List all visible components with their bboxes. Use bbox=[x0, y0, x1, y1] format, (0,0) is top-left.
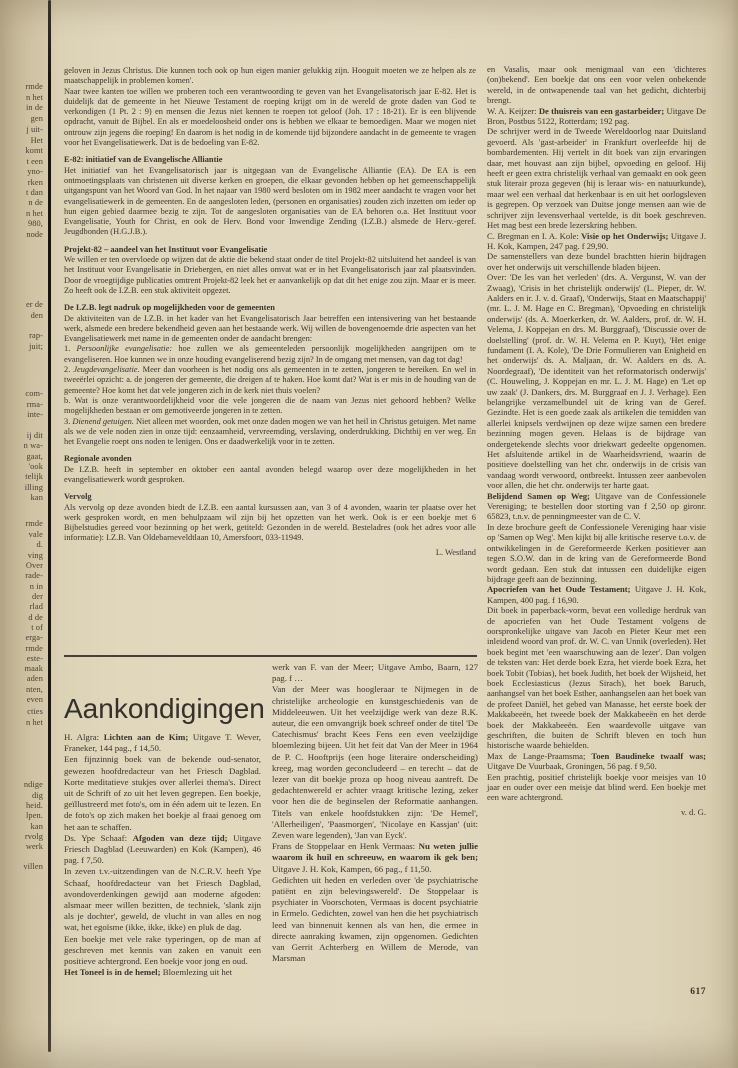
paragraph bbox=[272, 875, 478, 965]
gutter-fragment: gen bbox=[30, 114, 43, 123]
gutter-fragment: werk bbox=[25, 842, 43, 851]
gutter-fragment: rmde bbox=[25, 519, 43, 528]
text-run: Uitgave J. H. Kok, Kampen, 66 pag., f 11,50. bbox=[272, 863, 432, 874]
text-run: Uitgave De Bron, Postbus 5122, Rotterdam; 192 pag. bbox=[487, 105, 706, 127]
gutter-fragment: kan bbox=[30, 822, 43, 831]
review-column-text bbox=[487, 64, 706, 803]
text-run: werk van F. van der Meer; Uitgave Ambo, Baarn, 127 pag. f … bbox=[272, 662, 478, 684]
gutter-edge bbox=[0, 0, 46, 1068]
book-title: Toen Baudineke twaalf was; bbox=[591, 750, 707, 761]
gutter-fragment: juit; bbox=[29, 342, 43, 351]
gutter-fragment: heid. bbox=[25, 801, 43, 810]
text-run: Een boekje met vele rake typeringen, op de man af geschreven met kennis van zaken en vanuit een positieve achtergrond. Een boekje voor jong en oud. bbox=[64, 933, 261, 967]
gutter-fragment: n het bbox=[25, 718, 43, 727]
gutter-fragment: rvolg bbox=[24, 832, 43, 841]
text-run: De samenstellers van deze bundel brachtten hierin bijdragen over het onderwijs uit verschillende bladen bijeen. bbox=[487, 251, 706, 272]
paragraph bbox=[64, 866, 261, 933]
text-run: b. Wat is onze verantwoordelijkheid voor die vele jongeren die de naam van Jezus niet gehoord hebben? Welke mogelijkheden bestaan er om gemotiveerde jongeren in te zetten. bbox=[64, 395, 476, 416]
paragraph bbox=[64, 732, 261, 754]
paragraph bbox=[64, 417, 476, 448]
article-sections bbox=[64, 155, 476, 543]
gutter-fragment: komt bbox=[25, 146, 43, 155]
paragraph bbox=[272, 841, 478, 875]
column-signature: v. d. G. bbox=[681, 806, 706, 817]
gutter-fragment: rlad bbox=[29, 602, 43, 611]
text-run: Uitgave Friesch Dagblad (Leeuwarden) en Kok (Kampen), 46 pag. f 7,50. bbox=[64, 832, 261, 866]
gutter-fragment: rmde bbox=[25, 644, 43, 653]
paragraph bbox=[64, 833, 261, 867]
text-run: Het initiatief van het Evangelisatorisch jaar is uitgegaan van de Evangelische Alliantie (EA). De EA is een ontmoetingsplaats van christenen uit diverse kerken en groepen, die elkaar gevonden hebben op het gemeenschappelijk uitgangspunt van het Woord van God. In het najaar van 1980 werd besloten om in 1982 meer aandacht te vragen voor het evangelisatiewerk in de gemeenten. En de aangesloten leden, (personen en organisaties) zouden zich inzetten om ieder op hun eigen gebied daarmee bezig te zijn. Tot de aangesloten organisaties van de EA behoren o.a. Het Instituut voor Evangelisatie, Youth for Christ, en ook de Herv. Bond voor Inwendige Zending (I.Z.B.) alsmede de Herv.-geref. Jeugdbonden (H.G.J.B.). bbox=[64, 165, 476, 237]
book-title: Belijdend Samen op Weg; bbox=[487, 490, 590, 501]
text-run: Jeugdevangelisatie. bbox=[73, 365, 140, 375]
paragraph bbox=[487, 772, 706, 803]
text-run: Als vervolg op deze avonden biedt de I.Z.B. een aantal kursussen aan, van 3 of 4 avonden, waarin ter plaatse over het werk gesproken wordt, en men behulpzaam wil zijn bij het opzetten van het werk. Ook is er een boekje met 6 Bijbelstudies gereed voor bezinning op het werk, getiteld: Gezonden in de wereld. Besteladres (ook het adres voor alle informatie): I.Z.B. Van Oldebarneveldtlaan 10, Amersfoort, 033-11949. bbox=[64, 502, 476, 543]
gutter-fragment: lpen. bbox=[25, 811, 43, 820]
gutter-fragment: este- bbox=[26, 654, 43, 663]
gutter-fragment: rmde bbox=[25, 82, 43, 91]
announcements-heading: Aankondigingen bbox=[64, 693, 265, 724]
gutter-fragment: n het bbox=[25, 93, 43, 102]
book-title: De thuisreis van een gastarbeider; bbox=[538, 105, 665, 116]
gutter-fragment: vale bbox=[28, 530, 43, 539]
gutter-fragment: kan bbox=[30, 493, 43, 502]
gutter-fragment: com- bbox=[25, 389, 43, 398]
text-run: Frans de Stoppelaar en Henk Vermaas: bbox=[272, 841, 419, 852]
gutter-fragment: t een bbox=[26, 157, 43, 166]
gutter-fragment: ving bbox=[27, 551, 43, 560]
paragraph bbox=[487, 251, 706, 272]
text-run: C. Bregman en I. A. Kole: bbox=[487, 230, 582, 241]
paragraph bbox=[64, 503, 476, 544]
text-run: De schrijver werd in de Tweede Wereldoorlog naar Duitsland gevoerd. Als 'gast-arbeider' in Frankfurt overleefde hij de bombardementen. Hij vertelt in dit boek van zijn ervaringen daar, met houvast aan zijn bijbel, opvoeding en geloof. Hij heeft er geen extra christelijk verhaal van gemaakt en ook geen stuk literair proza gegeven (hij is leraar wis- en natuurkunde), maar wel een verhaal dat herkenbaar is en uit het oorlogsleven is gegrepen. Op verzoek van Duitse jonge mensen aan wie de schrijver zijn levensverhaal vertelde, is dit boek geschreven. Het mag best een brede lezerskring hebben. bbox=[487, 126, 706, 231]
paragraph bbox=[487, 106, 706, 127]
paragraph bbox=[487, 231, 706, 252]
gutter-fragment: villen bbox=[23, 862, 43, 871]
announcements-column-1 bbox=[64, 664, 265, 978]
gutter-fragment: rken bbox=[27, 178, 43, 187]
book-title: Nu weten jullie waarom ik huil en schreeuw, en waarom ik gek ben; bbox=[272, 841, 479, 863]
spine-line bbox=[48, 0, 51, 1052]
text-run: Niet alleen met woorden, ook met onze daden mogen we van het heil in Christus getuigen. Met name als we de vele noden zien in onze tijd: eenzaamheid, vervreemding, verslaving, onderdrukking. Dichtbij en ver weg. En het Evangelie roept ons noden te lenigen. Ons er daadwerkelijk voor in te zetten. bbox=[64, 416, 476, 447]
section-divider-rule bbox=[64, 655, 477, 657]
paragraph bbox=[64, 754, 261, 832]
paragraph bbox=[64, 967, 261, 978]
gutter-fragment: inte- bbox=[27, 410, 43, 419]
gutter-fragment: rade- bbox=[25, 571, 43, 580]
text-run: Uitgave T. Wever, Franeker, 144 pag., f 14,50. bbox=[64, 732, 261, 754]
gutter-fragment: erga- bbox=[25, 633, 43, 642]
text-run: In deze brochure geeft de Confessionele Vereniging haar visie op 'Samen op Weg'. Men kijkt bij alle kritische reserve t.o.v. de ontwikkelingen in de Gereformeerde Kerken positiever aan tegen S.O.W. dan in de kring van de Gereformeerde Bond wordt gedaan. Een stuk dat intussen een duidelijke eigen bijdrage geeft aan de bezinning. bbox=[487, 521, 706, 584]
gutter-fragment: d de bbox=[28, 613, 43, 622]
book-title: Lichten aan de Kim; bbox=[103, 732, 189, 742]
text-run: De aktiviteiten van de I.Z.B. in het kader van het Evangelisatorisch Jaar betreffen een intensivering van het bestaande werk, alsmede een bredere bekendheid geven aan het bestaande werk. Wij willen de bovengenoemde drie aspecten van het Evangelisatiewerk met name in de gemeenten onder de aandacht brengen: bbox=[64, 313, 476, 344]
gutter-fragment: Het bbox=[30, 136, 43, 145]
text-run: hoe zullen we als gemeenteleden persoonlijk mogelijkheden aangrijpen om te evangeliseren. Hoe kunnen we in onze houding evangeliserend bezig zijn? In de omgang met mensen, van dag tot dag! bbox=[64, 344, 477, 364]
text-run: H. Algra: bbox=[64, 732, 104, 742]
gutter-fragment: Over bbox=[25, 561, 43, 570]
gutter-fragment: j uit- bbox=[26, 125, 43, 134]
text-run: Bloemlezing uit het bbox=[160, 967, 233, 978]
paragraph bbox=[64, 344, 476, 365]
article-e82 bbox=[64, 66, 476, 558]
article-intro bbox=[64, 66, 476, 148]
gutter-fragment: rap- bbox=[29, 331, 43, 340]
text-run: De I.Z.B. heeft in september en oktober een aantal avonden belegd waarop over deze mogelijkheden in het evangelisatiewerk wordt gesproken. bbox=[64, 464, 476, 484]
gutter-fragment: in de bbox=[25, 103, 43, 112]
paragraph bbox=[272, 662, 478, 684]
text-run: Uitgave J. H. Kok, Kampen, 247 pag. f 29,90. bbox=[487, 230, 706, 251]
text-run: Dienend getuigen. bbox=[72, 416, 134, 426]
text-run: In zeven t.v.-uitzendingen van de N.C.R.V. heeft Ype Schaaf, hoofdredacteur van het Friesch Dagblad, avondoverdenkingen gewijd aan moderne afgoden: alsmaar meer willen bezitten, de techniek, 'slank zijn als je dochter', geweld, de vlucht in van alles en nog wat, het egoïsme (ikke, ikke, ikke) en pluk de dag. bbox=[64, 866, 261, 933]
text-run: en Vasalis, maar ook menigmaal van een 'dichteres (on)bekend'. Een boekje dat ons een voor velen onbekende wereld, in de ontwapenende taal van het gedicht, dichterbij brengt. bbox=[487, 64, 706, 106]
paragraph bbox=[487, 584, 706, 605]
paragraph bbox=[64, 87, 476, 149]
paragraph bbox=[64, 314, 476, 345]
gutter-fragment: telijk bbox=[25, 472, 43, 481]
text-run: Meer dan voorheen is het nodig ons als gemeenten in te zetten, jongeren te bereiken. En wel in tweeërlei opzicht: a. de jongeren der gemeente, die dreigen af te haken. Hoe komt dat? Wat is er mis in de houding van de gemeente? Hoe komt het dat vele jongeren zich in de kerk niet thuis voelen? bbox=[64, 365, 476, 395]
paragraph bbox=[487, 64, 706, 106]
text-run: geloven in Jezus Christus. Die kunnen toch ook op hun eigen manier gelukkig zijn. Hooguit moeten we ze helpen als ze maatschappelijk in problemen komen'. bbox=[64, 66, 476, 86]
paragraph bbox=[487, 491, 706, 522]
gutter-fragment: n in bbox=[29, 582, 43, 591]
text-run: Uitgave De Vuurbaak, Groningen, 56 pag. f 9,50. bbox=[487, 761, 657, 772]
gutter-fragment: dig bbox=[31, 791, 43, 800]
announcements-column-2 bbox=[272, 662, 478, 964]
paragraph bbox=[64, 365, 476, 396]
gutter-fragment: illing bbox=[24, 483, 43, 492]
section-heading: Vervolg bbox=[64, 492, 92, 502]
paragraph bbox=[64, 396, 476, 417]
gutter-fragment: der bbox=[32, 592, 43, 601]
text-run: W. A. Keijzer: bbox=[487, 105, 539, 116]
text-run: Een prachtig, positief christelijk boekje voor meisjes van 10 jaar en ouder over een meisje dat blind werd. Een boekje met een ware achtergrond. bbox=[487, 771, 706, 803]
gutter-fragment: even bbox=[26, 695, 43, 704]
gutter-fragment: ij dit bbox=[26, 431, 43, 440]
gutter-fragment: aden bbox=[26, 674, 43, 683]
text-run: Dit boek in paperback-vorm, bevat een volledige herdruk van de apocriefen van het Oude Testament volgens de oorspronkelijke uitgave van Jacob en Pieter Keur met een inleidend woord van prof. dr. W. C. van Unnik (overleden). Het boek begint met 'een waarschuwing aan de lezer'. Dan volgen de teksten van: Het derde boek Ezra, het vierde boek Ezra, het boek Tobit (Tobias), het boek Judith, het boek der Wijsheid, het boek Ecclesiasticus (Jezus Sirach), het boek Baruch, aanhangsel van het boek Esther, aanhangselen aan het boek van de profeet Daniël, het gebed van Manasse, het eerste boek der Makkabeeën, het tweede boek der Makkabeeën en het derde boek der Makkabeeën. Een waardevolle uitgave van geschriften, die buiten de Schrift bleven en toch hun historische waarde behielden. bbox=[487, 605, 706, 751]
book-title: Apocriefen van het Oude Testament; bbox=[487, 584, 631, 595]
book-title: Visie op het Onderwijs; bbox=[581, 230, 669, 241]
paragraph bbox=[487, 272, 706, 491]
text-run: Uitgave van de Confessionele Vereniging; te bestellen door storting van f 2,50 op gironr. 65823, t.n.v. de penningmeester van de C. V. bbox=[487, 490, 706, 522]
gutter-fragment: yno- bbox=[27, 167, 43, 176]
section-heading: Projekt-82 – aandeel van het Instituut voor Evangelisatie bbox=[64, 244, 268, 254]
announcements-col2-text bbox=[272, 662, 478, 964]
text-run: 2. bbox=[64, 365, 74, 375]
text-run: 1. bbox=[64, 344, 77, 354]
text-run: Van der Meer was hoogleraar te Nijmegen in de christelijke archeologie en kunstgeschiedenis van de Middeleeuwen. Uit het veelzijdige werk van deze R.K. auteur, die een omvangrijk boek schreef onder de titel 'De Catechismus' bracht Kees Fens een even veelzijdige bloemlezing bijeen. Uit het feit dat Van der Meer in 1964 de P. C. Hooftprijs (een hoge literaire onderscheiding) kreeg, mag worden geconcludeerd – en terecht – dat de lezer van dit boekje proza op hoog niveau aantreft. De gedachtenwereld er achter vraagt kritische lezing, zeker voor hen die de beginselen der Reformatie aanhangen. Titels van enkele hoofdstukken zijn: 'De Hemel', 'Allerheiligen', 'Paasmorgen', 'Nicolaye en Kassjan' (uit: Zeven ware legenden), 'Jan van Eyck'. bbox=[272, 684, 478, 841]
gutter-fragment: nten, bbox=[25, 685, 43, 694]
gutter-fragment: gaat, bbox=[26, 452, 43, 461]
text-run: Persoonlijke evangelisatie: bbox=[76, 344, 173, 354]
paragraph bbox=[64, 465, 476, 486]
article-signature: L. Westland bbox=[435, 547, 476, 557]
gutter-fragment: rma- bbox=[26, 400, 43, 409]
text-run: Uitgave J. H. Kok, Kampen, 400 pag. f 16,90. bbox=[487, 584, 706, 605]
gutter-fragment: t dan bbox=[25, 188, 43, 197]
gutter-fragment: n het bbox=[25, 209, 43, 218]
text-run: Naar twee kanten toe willen we proberen toch een verantwoording te geven van het Evangelisatorisch jaar E-82. Het is duidelijk dat de gemeente in het Nieuwe Testament de roeping krijgt om in de wereld de grote daden van God te verkondigen (1 Pt. 2 : 9) en mensen die Jezus niet kennen te roepen tot geloof (Joh. 17 : 18-21). Er is een blijvende opdracht, vanuit de Bijbel. En als er moedeloosheid onder ons is hebben we elkaar te bemoedigen. Maar we mogen niet ontrouw zijn jegens die roeping! En daarom is het nodig in de komende tijd bijzondere aandacht in de gemeente te vragen voor het Evangelisatiewerk. Dat is de bedoeling van E-82. bbox=[64, 86, 476, 148]
paragraph bbox=[64, 255, 476, 296]
gutter-fragment: cties bbox=[27, 707, 43, 716]
section-heading: E-82: initiatief van de Evangelische Alliantie bbox=[64, 155, 223, 165]
gutter-fragment: 'ook bbox=[28, 462, 43, 471]
section-heading: De I.Z.B. legt nadruk op mogelijkheden voor de gemeenten bbox=[64, 303, 275, 313]
paragraph bbox=[272, 684, 478, 841]
text-run: We willen er ten overvloede op wijzen dat de aktie die bekend staat onder de titel Projekt-82 uitsluitend het aandeel is van het Instituut voor Evangelisatie in Driebergen, en niet alles omvat wat er in het Evangelisatorisch jaar zal plaatsvinden. Door de vroegtijdige publicaties omtrent Projekt-82 leek het er aanvankelijk op dat dit het enige zou zijn. Maar er is meer. Zo heeft ook de I.Z.B. een stuk aktiviteit opgezet. bbox=[64, 255, 476, 295]
text-run: Max de Lange-Praamsma; bbox=[487, 750, 592, 761]
text-run: Over: 'De les van het verleden' (drs. A. Vergunst, W. van der Zwaag), 'Crisis in het christelijk onderwijs' (L. Pieper, dr. W. Aalders en ir. J. v. d. Graaf), 'Onderwijs, Staat en Maatschappij' (mr. L. J. M. Hage en C. Bregman), 'Opvoeding en christelijk onderwijs' (ds. A. Moerkerken, dr. W. Aalders, prof. dr. W. H. Velema, J. Koppejan en drs. M. Burggraaf), 'Discussie over de doelstelling' (prof. dr. W. H. Velema en P. Kuyt), 'Het enige fundament (I. A. Kole), 'De Drie Formulieren van Enigheid en het onderwijs' ds. A. Maljaan, dr. W. Aalders en ds. A. Noordegraaf), 'De identiteit van het reformatorisch onderwijs' (C. Houweling, J. Koppejan en mr. L. J. M. Hage) en 'Let op uw zaak' (J. Dankers, drs. M. Burggraaf en J. J. Verhage). Een belangrijke verzamelbundel uit de kring van de Geref. Gezindte. Het is een goede zaak als artikelen die temidden van allerlei knipsels verdwijnen op deze wijze samen een bredere bezinning mogen geven. Helaas is de bijdrage van ondergetekende slechts voor driekwart gedeelte opgenomen. Het afsluitende artikel in de Waarheidsvriend, waarin de positieve doelstelling van het chr. onderwijs in de crisis van vandaag wordt verwoord, ontbreekt. Intussen zeer aanbevolen voor allen, die het chr. onderwijs ter harte gaat. bbox=[487, 272, 706, 491]
paragraph bbox=[487, 751, 706, 772]
announcements-col1-text bbox=[64, 732, 261, 978]
paragraph bbox=[487, 605, 706, 751]
gutter-fragment: n de bbox=[28, 198, 43, 207]
text-run: Gedichten uit heden en verleden over 'de psychiatrische patiënt en zijn belevingswereld'. De Stoppelaar is psychiater in Voorschoten, Vermaas is docent psychiatrie in Ermelo. Gedichten, zowel van hen die het psychiatrisch leed van binnenuit kennen als van hen, die ermee in directe aanraking kwamen, zijn opgenomen. Gedichten van Gerrit Achterberg en Willem de Merode, van Marsman bbox=[272, 874, 478, 964]
book-title: Afgoden van deze tijd; bbox=[132, 832, 228, 843]
paragraph bbox=[487, 522, 706, 584]
gutter-fragment: maak bbox=[24, 664, 43, 673]
gutter-fragment: d. bbox=[36, 540, 43, 549]
gutter-fragment: den bbox=[30, 311, 43, 320]
review-column bbox=[487, 64, 706, 817]
gutter-fragment: ndige bbox=[23, 780, 43, 789]
section-heading: Regionale avonden bbox=[64, 454, 132, 464]
gutter-fragment: 980, bbox=[27, 219, 43, 228]
gutter-fragment: t of bbox=[31, 623, 43, 632]
gutter-fragment: n wa- bbox=[23, 441, 43, 450]
paragraph bbox=[487, 126, 706, 230]
gutter-fragment: er de bbox=[25, 300, 43, 309]
text-run: Een fijnzinnig boek van de bekende oud-senator, gewezen hoofdredacteur van het Friesch Dagblad. Korte meditatieve stukjes over allerlei thema's. Direct uit de Schrift of zo uit het leven gegrepen. Een boekje, geïllustreerd met foto's, om in één adem uit te lezen. En de foto's op zich maken het boekje al fraai genoeg om het aan te schaffen. bbox=[64, 754, 261, 832]
gutter-fragment: node bbox=[26, 230, 43, 239]
book-title: Het Toneel is in de hemel; bbox=[64, 967, 161, 978]
text-run: 3. bbox=[64, 416, 73, 426]
text-run: Ds. Ype Schaaf: bbox=[64, 832, 133, 843]
page-number: 617 bbox=[690, 987, 706, 997]
paragraph bbox=[64, 66, 476, 87]
paragraph bbox=[64, 166, 476, 238]
paragraph bbox=[64, 934, 261, 968]
